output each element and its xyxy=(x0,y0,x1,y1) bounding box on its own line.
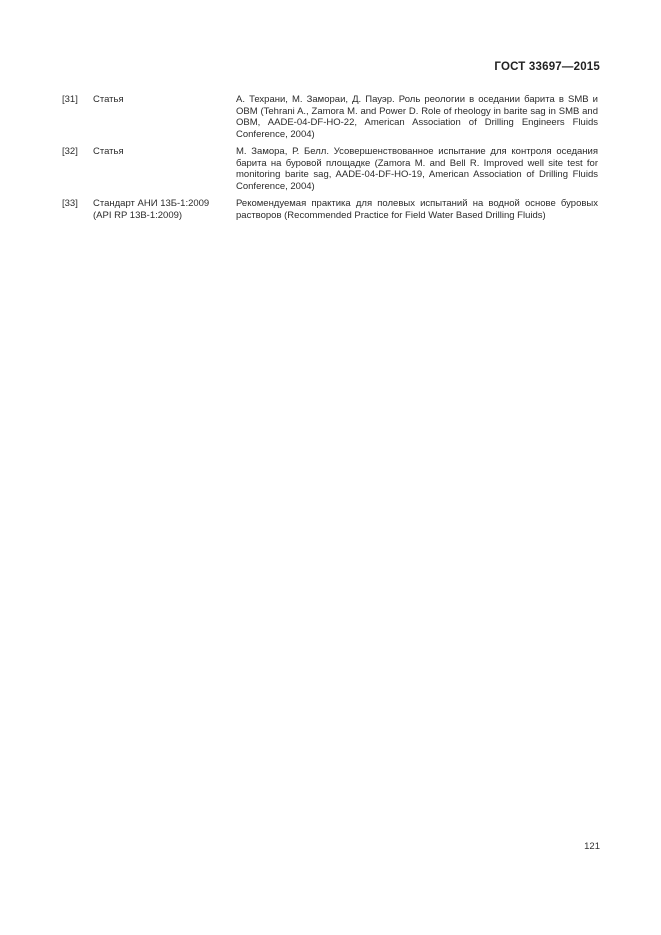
entry-type: Статья xyxy=(93,146,124,157)
document-number: ГОСТ 33697—2015 xyxy=(494,61,600,73)
entry-ref: [33] xyxy=(62,198,78,209)
entry-text: Рекомендуемая практика для полевых испытаний на водной основе буровых растворов (Recommended Practice for Field Water Based Drilling Fluids) xyxy=(236,198,598,221)
bibliography-list xyxy=(62,94,598,227)
bibliography-entry xyxy=(62,146,598,192)
page-header xyxy=(62,61,600,73)
entry-ref: [31] xyxy=(62,94,78,105)
bibliography-entry xyxy=(62,94,598,140)
page-number: 121 xyxy=(584,841,600,852)
entry-text: М. Замора, Р. Белл. Усовершенствованное испытание для контроля оседания барита на буровой площадке (Zamora M. and Bell R. Improved well site test for monitoring barite sag, AADE-04-DF-HO-19, American Association of Drilling Fluids Conference, 2004) xyxy=(236,146,598,192)
entry-text: А. Техрани, М. Замораи, Д. Пауэр. Роль реологии в оседании барита в SMB и OBM (Tehrani A., Zamora M. and Power D. Role of rheology in barite sag in SMB and OBM, AADE-04-DF-HO-22, American Association of Drilling Engineers Fluids Conference, 2004) xyxy=(236,94,598,140)
bibliography-entry xyxy=(62,198,598,221)
entry-ref: [32] xyxy=(62,146,78,157)
entry-type: Стандарт АНИ 13Б-1:2009 (API RP 13B-1:2009) xyxy=(93,198,210,221)
entry-type: Статья xyxy=(93,94,124,105)
page-footer xyxy=(62,841,600,852)
